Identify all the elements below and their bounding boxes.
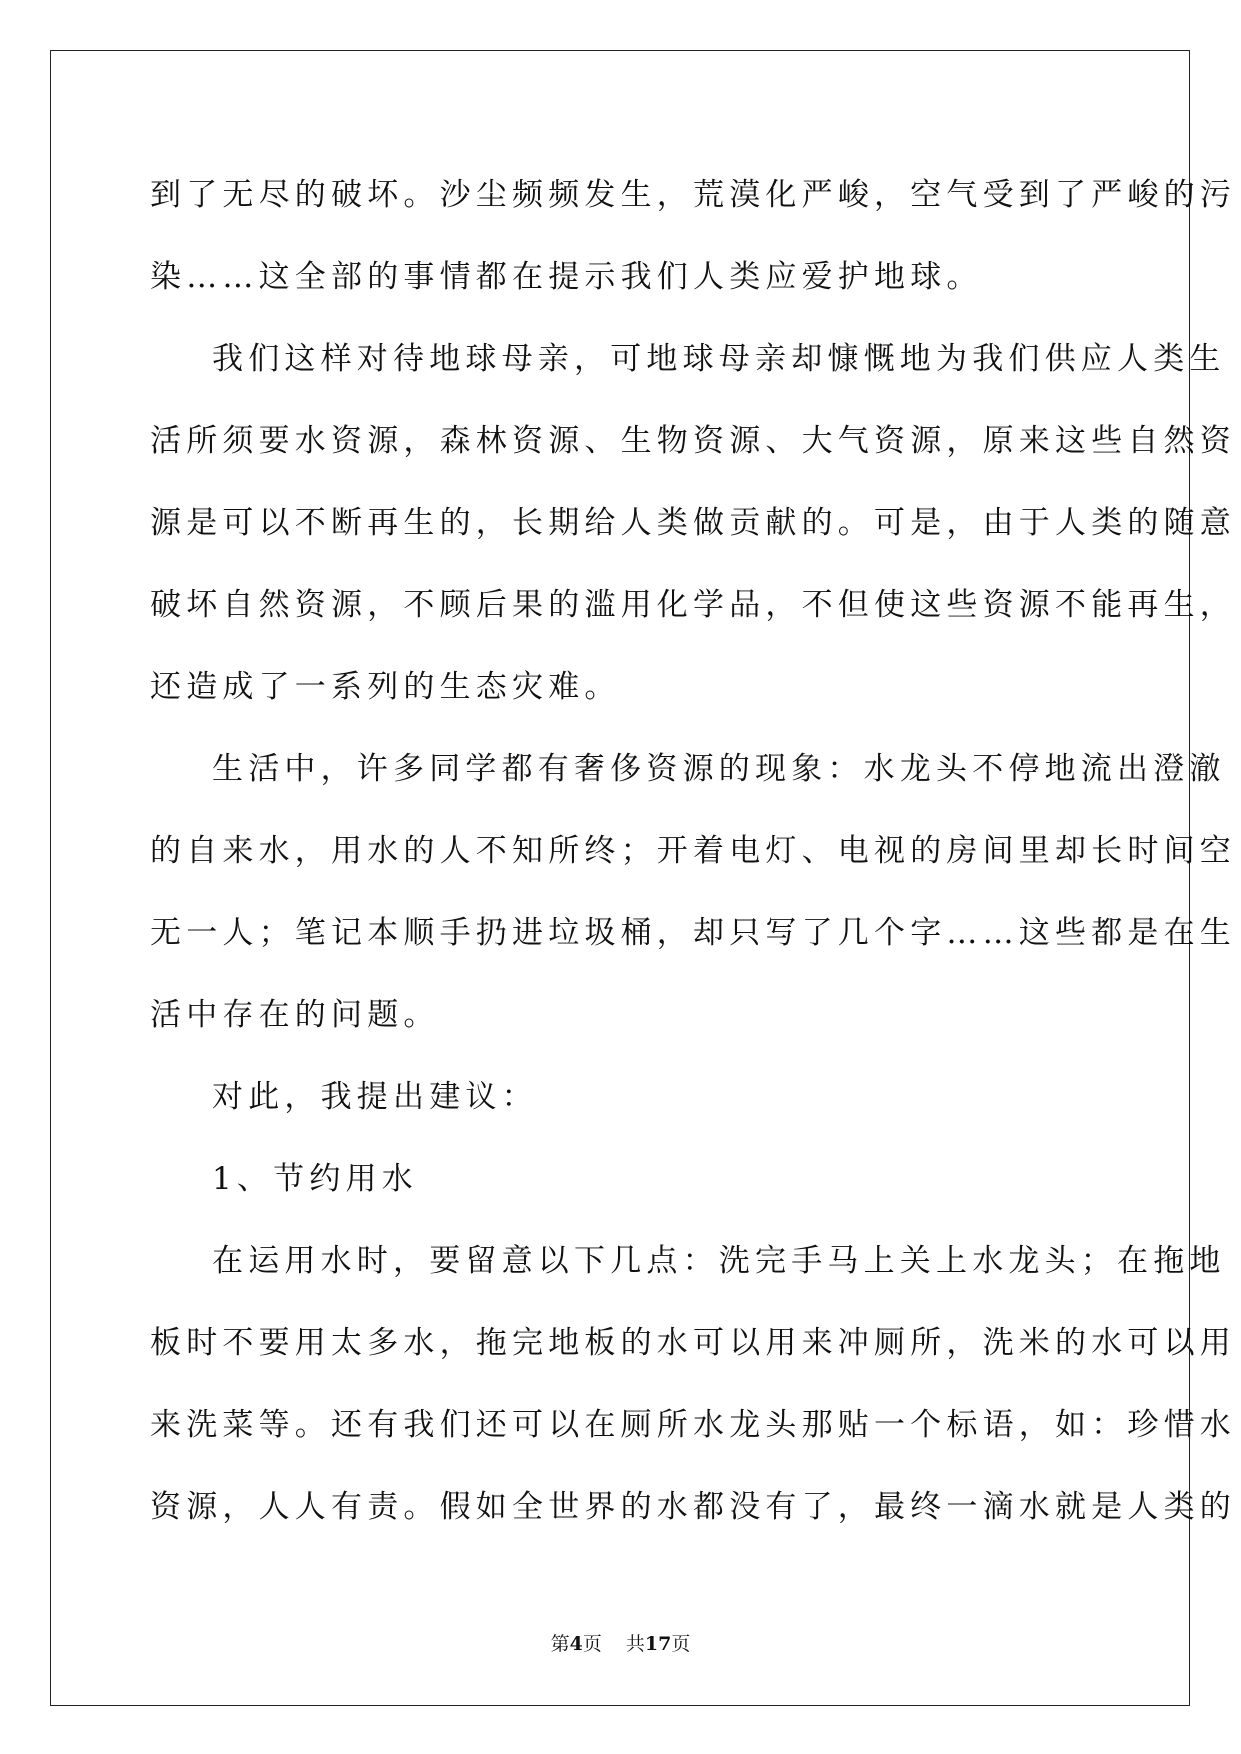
text-line-1: 到了无尽的破坏。沙尘频频发生，荒漠化严峻，空气受到了严峻的污 <box>150 177 1236 213</box>
total-prefix: 共 <box>625 1633 645 1655</box>
text-line-6: 破坏自然资源，不顾后果的滥用化学品，不但使这些资源不能再生， <box>150 587 1236 623</box>
total-pages: 17 <box>644 1633 672 1655</box>
text-line-12: 对此，我提出建议： <box>212 1079 538 1115</box>
page-number: 4 <box>569 1633 583 1655</box>
text-line-16: 来洗菜等。还有我们还可以在厕所水龙头那贴一个标语，如：珍惜水 <box>150 1407 1236 1443</box>
section-heading: 1、节约用水 <box>212 1161 418 1197</box>
text-line-3: 我们这样对待地球母亲，可地球母亲却慷慨地为我们供应人类生 <box>212 341 1226 377</box>
text-line-8: 生活中，许多同学都有奢侈资源的现象：水龙头不停地流出澄澈 <box>212 751 1226 787</box>
document-body <box>150 154 1236 1548</box>
text-line-5: 源是可以不断再生的，长期给人类做贡献的。可是，由于人类的随意 <box>150 505 1236 541</box>
page-footer <box>0 1632 1241 1656</box>
text-line-4: 活所须要水资源，森林资源、生物资源、大气资源，原来这些自然资 <box>150 423 1236 459</box>
text-line-11: 活中存在的问题。 <box>150 997 440 1033</box>
text-line-10: 无一人；笔记本顺手扔进垃圾桶，却只写了几个字……这些都是在生 <box>150 915 1236 951</box>
text-line-15: 板时不要用太多水，拖完地板的水可以用来冲厕所，洗米的水可以用 <box>150 1325 1236 1361</box>
text-line-17: 资源，人人有责。假如全世界的水都没有了，最终一滴水就是人类的 <box>150 1489 1236 1525</box>
page-suffix: 页 <box>582 1633 602 1655</box>
text-line-14: 在运用水时，要留意以下几点：洗完手马上关上水龙头；在拖地 <box>212 1243 1226 1279</box>
text-line-2: 染……这全部的事情都在提示我们人类应爱护地球。 <box>150 259 983 295</box>
text-line-7: 还造成了一系列的生态灾难。 <box>150 669 621 705</box>
total-suffix: 页 <box>671 1633 691 1655</box>
text-line-9: 的自来水，用水的人不知所终；开着电灯、电视的房间里却长时间空 <box>150 833 1236 869</box>
page-prefix: 第 <box>550 1633 570 1655</box>
